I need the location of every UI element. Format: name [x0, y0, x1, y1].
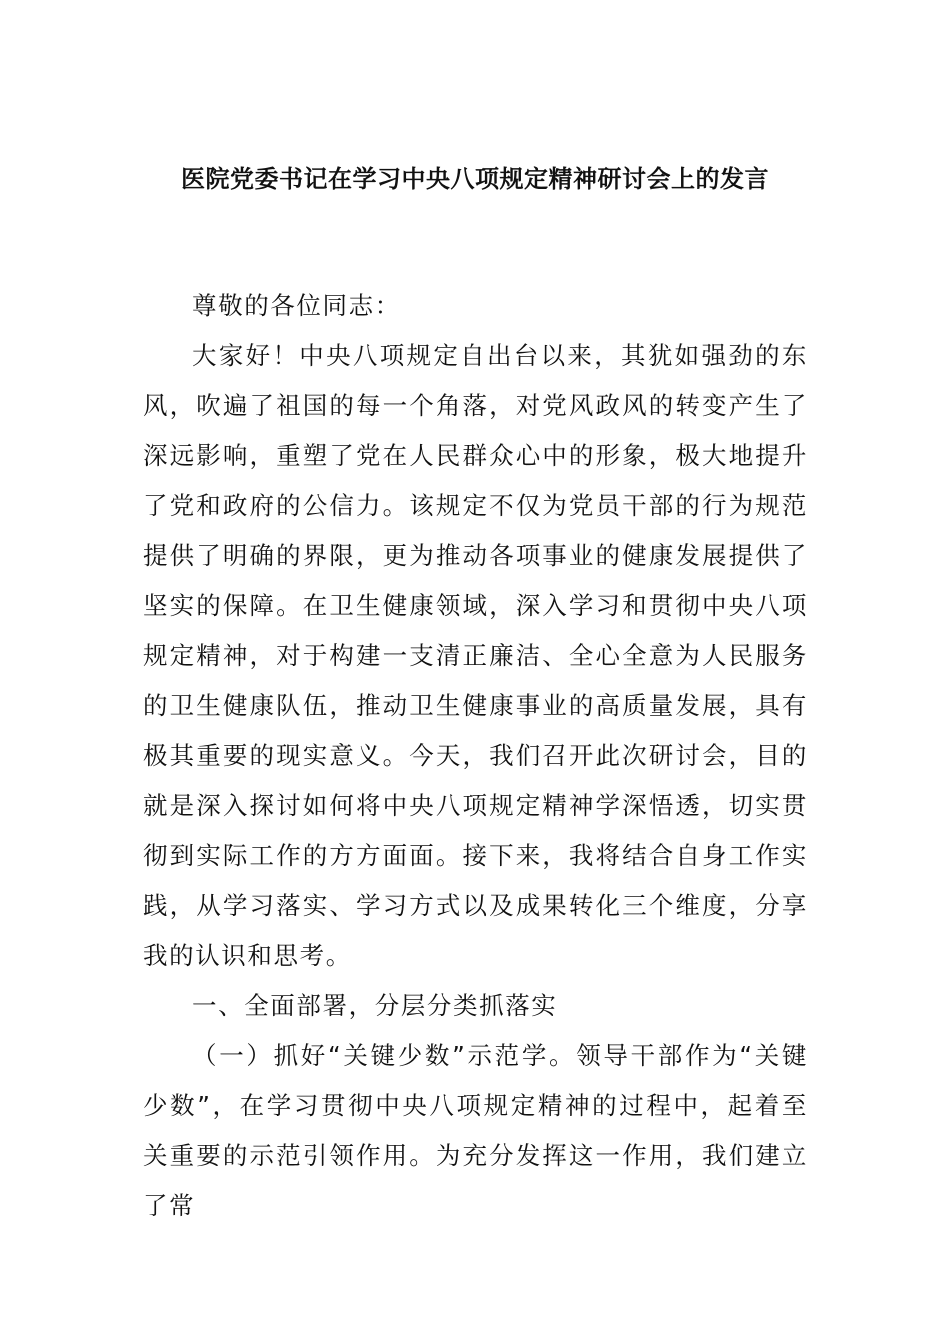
paragraph-intro: 大家好！中央八项规定自出台以来，其犹如强劲的东风，吹遍了祖国的每一个角落，对党风政风的转变产生了深远影响，重塑了党在人民群众心中的形象，极大地提升了党和政府的公信力。该规定不仅为党员干部的行为规范提供了明确的界限，更为推动各项事业的健康发展提供了坚实的保障。在卫生健康领域，深入学习和贯彻中央八项规定精神，对于构建一支清正廉洁、全心全意为人民服务的卫生健康队伍，推动卫生健康事业的高质量发展，具有极其重要的现实意义。今天，我们召开此次研讨会，目的就是深入探讨如何将中央八项规定精神学深悟透，切实贯彻到实际工作的方方面面。接下来，我将结合自身工作实践，从学习落实、学习方式以及成果转化三个维度，分享我的认识和思考。 — [143, 341, 808, 970]
section-heading: 一、全面部署，分层分类抓落实 — [192, 991, 558, 1020]
document-title: 医院党委书记在学习中央八项规定精神研讨会上的发言 — [181, 165, 769, 193]
salutation: 尊敬的各位同志： — [192, 291, 401, 320]
subsection-paragraph: （一）抓好“关键少数”示范学。领导干部作为“关键少数”，在学习贯彻中央八项规定精神的过程中，起着至关重要的示范引领作用。为充分发挥这一作用，我们建立了常 — [143, 1041, 808, 1220]
document-body — [143, 281, 808, 1231]
